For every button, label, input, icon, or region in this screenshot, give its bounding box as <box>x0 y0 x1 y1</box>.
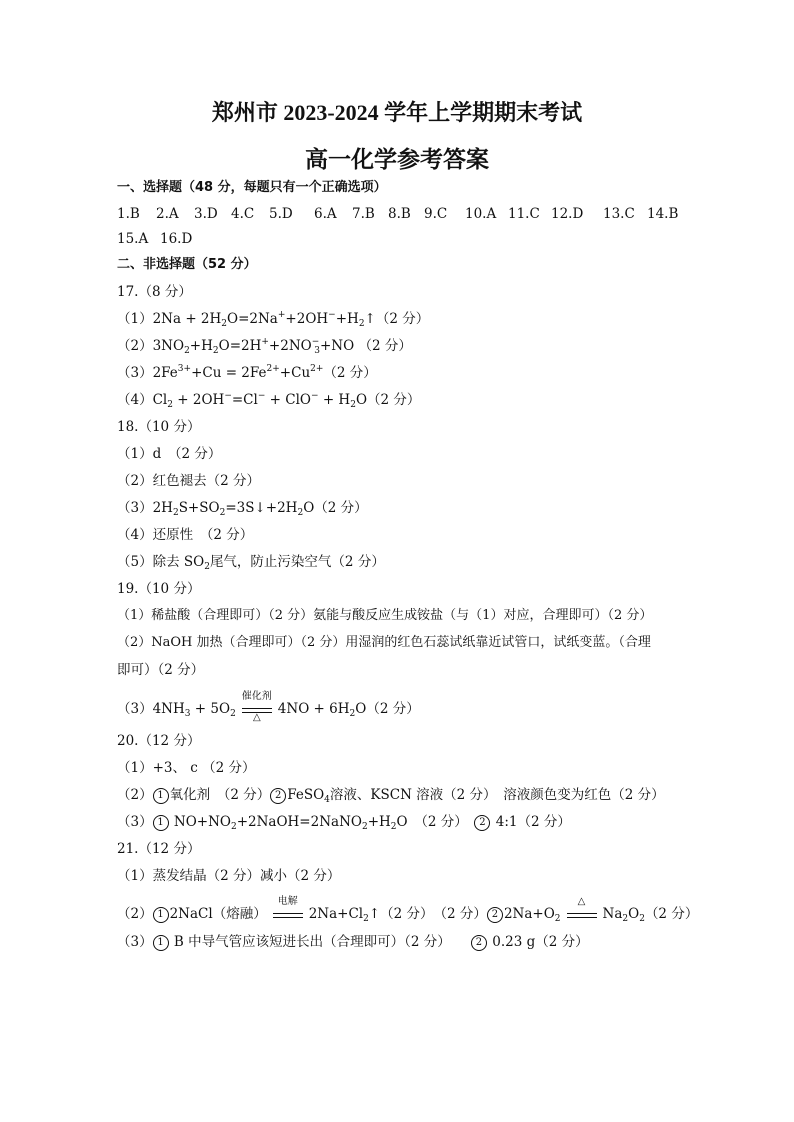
mcq-answer: 6.A <box>314 206 337 222</box>
q19-heading: 19.（10 分） <box>117 581 201 597</box>
q18-answer-1: （1）d （2 分） <box>117 446 222 462</box>
mcq-answer: 2.A <box>156 206 179 222</box>
mcq-answer: 10.A <box>465 206 497 222</box>
q20-answer-2: （2） 1 氧化剂 （2 分） 2 FeSO$_4$溶液、KSCN 溶液（2 分） 溶液颜色变为红色（2 分） <box>117 787 665 805</box>
q17-answer-2: $(2)3NO_2+H_2O=2H^++2NO^-_3+NO$ （2 分） <box>117 337 412 356</box>
mcq-answer: 4.C <box>231 206 255 222</box>
q21-answer-1: （1）蒸发结晶（2 分）减小（2 分） <box>117 868 341 884</box>
mcq-answer: 15.A <box>117 231 149 247</box>
mcq-answer: 8.B <box>388 206 411 222</box>
mcq-answer: 9.C <box>424 206 448 222</box>
reaction-condition-heat: △ <box>567 906 597 924</box>
q19-answer-1: （1）稀盐酸（合理即可）（2 分）氨能与酸反应生成铵盐（与（1）对应，合理即可）（2 分） <box>117 608 653 623</box>
q19-answer-2: （2）NaOH 加热（合理即可）（2 分）用湿润的红色石蕊试纸靠近试管口，试纸变蓝。（合理 <box>117 635 651 650</box>
mcq-answer: 7.B <box>352 206 375 222</box>
q21-answer-2: （2） 1 2NaCl（熔融） 电解 $2Na+Cl_2↑(2$ 分） （2 分） 2 $2Na+O_2$ △ $Na_2O_2(2$ 分） <box>117 895 699 924</box>
mcq-answers <box>117 206 697 246</box>
q17-answer-4: $(4)Cl_2 + 2OH^-=Cl^- + ClO^- + H_2O(2$ 分） <box>117 391 421 410</box>
mcq-answer: 14.B <box>647 206 679 222</box>
document-subtitle: 高一化学参考答案 <box>305 147 489 172</box>
q17-answer-3: $(3)2Fe^{3+}+Cu = 2Fe^{2+}+Cu^{2+}(2$ 分） <box>117 364 377 381</box>
q20-answer-1: （1）+3、 c （2 分） <box>117 760 256 776</box>
mcq-answer: 3.D <box>194 206 218 222</box>
mcq-answer: 13.C <box>603 206 635 222</box>
q19-answer-3: $(3)4NH_3 + 5O_2$ 催化剂 △ $4NO + 6H_2O(2$ 分） <box>117 690 420 723</box>
q18-answer-4: （4）还原性 （2 分） <box>117 527 254 543</box>
q19-answer-2-cont: 即可）（2 分） <box>117 662 205 678</box>
reaction-condition-electrolysis: 电解 <box>273 906 303 924</box>
q18-answer-2: （2）红色褪去（2 分） <box>117 473 260 489</box>
mcq-answer: 1.B <box>117 206 140 222</box>
q17-heading: 17.（8 分） <box>117 284 192 300</box>
q20-answer-3: （3） 1 $NO+NO_2+2NaOH=2NaNO_2+H_2O$ （2 分） 2 4:1（2 分） <box>117 814 571 832</box>
mcq-answer: 16.D <box>160 231 193 247</box>
q21-heading: 21.（12 分） <box>117 841 201 857</box>
section-heading-nonchoice: 二、非选择题（52 分） <box>117 257 257 272</box>
mcq-answer: 12.D <box>551 206 584 222</box>
q21-answer-3: （3） 1 B 中导气管应该短进长出（合理即可）（2 分） 2 0.23 g（2 分） <box>117 934 589 950</box>
mcq-answer: 11.C <box>508 206 540 222</box>
q18-answer-5: （5）除去 $SO_2$尾气，防止污染空气（2 分） <box>117 554 385 572</box>
document-title: 郑州市 2023-2024 学年上学期期末考试 <box>211 100 583 125</box>
mcq-answer: 5.D <box>269 206 293 222</box>
q18-heading: 18.（10 分） <box>117 419 201 435</box>
q20-heading: 20.（12 分） <box>117 733 201 749</box>
q17-answer-1: $(1)2Na + 2H_2O=2Na^++2OH^-+H_2↑(2$ 分） <box>117 310 430 329</box>
reaction-condition-catalyst: 催化剂 △ <box>241 690 272 723</box>
q18-answer-3: $(3)2H_2S+SO_2=3S↓+2H_2O(2$ 分） <box>117 500 368 518</box>
section-heading-choice: 一、选择题（48 分，每题只有一个正确选项） <box>117 180 387 195</box>
